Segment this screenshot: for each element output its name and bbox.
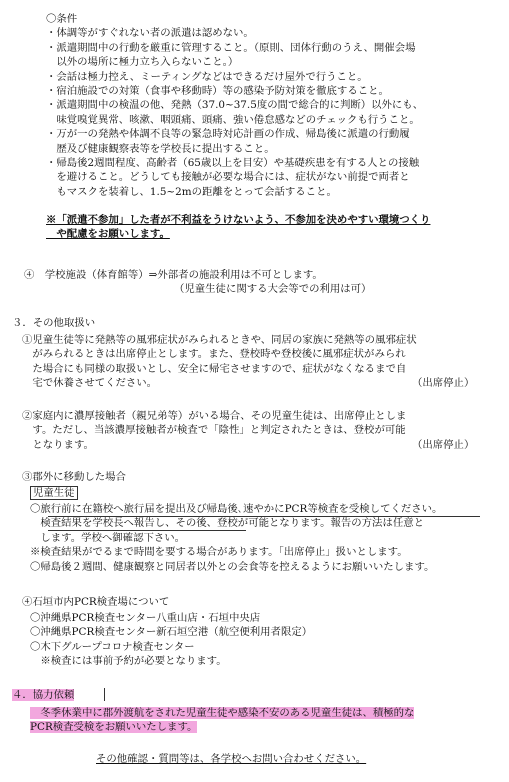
condition-line: ・万が一の発熱や体調不良等の緊急時対応計画の作成、帰島後に派遣の行動履 <box>46 128 410 141</box>
condition-line: ・会話は極力控え、ミーティングなどはできるだけ屋外で行うこと。 <box>46 70 368 83</box>
condition-line: ・帰島後2週間程度、高齢者（65歳以上を目安）や基礎疾患を有する人との接触 <box>46 157 420 170</box>
cursor-mark <box>104 688 105 701</box>
attendance-stop-tag: （出席停止） <box>412 439 475 451</box>
test-center-line: 〇沖縄県PCR検査センター新石垣空港（航空便利用者限定） <box>30 626 313 639</box>
section3-heading: ３．その他取扱い <box>12 317 96 329</box>
para-line: 〇帰島後２週間、健康観察と同居者以外との会食等を控えるようにお願いいたします。 <box>30 560 435 573</box>
facility-item <box>24 268 486 297</box>
para-line: ※検査結果がでるまで時間を要する場合があります。「出席停止」扱いとします。 <box>30 546 408 559</box>
conditions-heading: 〇条件 <box>46 13 78 25</box>
facility-line: ④ 学校施設（体育館等）⇒外部者の施設利用は不可とします。 <box>24 269 323 281</box>
section3-para4-heading: ④石垣市内PCR検査場について <box>22 596 170 608</box>
section3-para4 <box>30 611 486 669</box>
condition-line: ・体調等がすぐれない者の派遣は認めない。 <box>46 27 254 40</box>
section4-body <box>30 706 486 735</box>
para-line: がみられるときは出席停止とします。また、登校時や登校後に風邪症状がみられ <box>22 348 406 361</box>
nonparticipation-note <box>46 213 486 242</box>
para-line: 検査結果を学校長へ報告し、その後、登校が可能となります。報告の方法は任意と <box>30 517 425 530</box>
section4-line: 冬季休業中に郡外渡航をされた児童生徒や感染不安のある児童生徒は、積極的な <box>30 707 415 719</box>
underline-mark <box>48 530 246 531</box>
student-box <box>30 486 78 500</box>
para-line: ①児童生徒等に発熱等の風邪症状がみられるときや、同居の家族に発熱等の風邪症状 <box>22 334 417 346</box>
para-line: ②家庭内に濃厚接触者（親兄弟等）がいる場合、その児童生徒は、出席停止としま <box>22 410 407 422</box>
para-line: す。ただし、当該濃厚接触者が検査で「陰性」と判定されたときは、登校が可能 <box>22 424 406 437</box>
facility-note: （児童生徒に関する大会等での利用は可） <box>174 283 372 296</box>
para-line: します。学校へ御確認下さい。 <box>30 531 186 544</box>
condition-line: ・派遣期間中の検温の他、発熱（37.0~37.5度の間で総合的に判断）以外にも、 <box>46 99 424 112</box>
para-line: 〇旅行前に在籍校へ旅行届を提出及び帰島後､速やかにPCR等検査を受検してください。 <box>30 503 443 515</box>
section3-para3-heading: ③郡外に移動した場合 <box>22 471 126 483</box>
para-line: 宅で休養させてください。 <box>22 377 158 390</box>
test-center-line: 〇沖縄県PCR検査センター八重山店・石垣中央店 <box>30 612 261 624</box>
section3-para3 <box>30 502 486 574</box>
footer-note: その他確認・質問等は、各学校へお問い合わせください。 <box>96 753 367 765</box>
condition-line: ・宿泊施設での対策（食事や移動時）等の感染予防対策を徹底すること。 <box>46 85 389 98</box>
condition-line: もマスクを装着し、1.5~2mの距離をとって会話すること。 <box>46 185 337 198</box>
condition-line: ・派遣期間中の行動を厳重に管理すること。（原則、団体行動のうえ、開催会場 <box>46 41 416 54</box>
section4-heading-wrap <box>12 688 74 702</box>
condition-line: 歴及び健康観察表等を学校長に提出すること。 <box>46 142 275 155</box>
student-label: 児童生徒 <box>30 486 78 500</box>
conditions-section <box>46 12 486 199</box>
para-line: た場合にも同様の取扱いとし、安全に帰宅させますので、症状がなくなるまで自 <box>22 362 407 375</box>
test-center-line: 〇木下グループコロナ検査センター <box>30 640 195 653</box>
attendance-stop-tag: （出席停止） <box>412 377 475 389</box>
para-line: となります。 <box>22 438 94 451</box>
note-line: ※「派遣不参加」した者が不利益をうけないよう、不参加を決めやすい環境つくり <box>46 214 431 226</box>
condition-line: 味覚嗅覚異常、咳漱、咽頭痛、頭痛、強い倦怠感などのチェックも行うこと。 <box>46 113 420 126</box>
section4-line: PCR検査受検をお願いいたします。 <box>30 721 198 734</box>
note-line: や配慮をお願いします。 <box>46 228 170 241</box>
underline-mark <box>48 516 480 517</box>
test-center-line: ※検査には事前予約が必要となります。 <box>30 655 227 668</box>
section4-heading: ４．協力依頼 <box>12 689 75 701</box>
condition-line: 以外の場所に極力立ち入らないこと。） <box>46 56 239 69</box>
condition-line: を避けること。どうしても接触が必要な場合には、症状がない前提で両者と <box>46 171 410 184</box>
